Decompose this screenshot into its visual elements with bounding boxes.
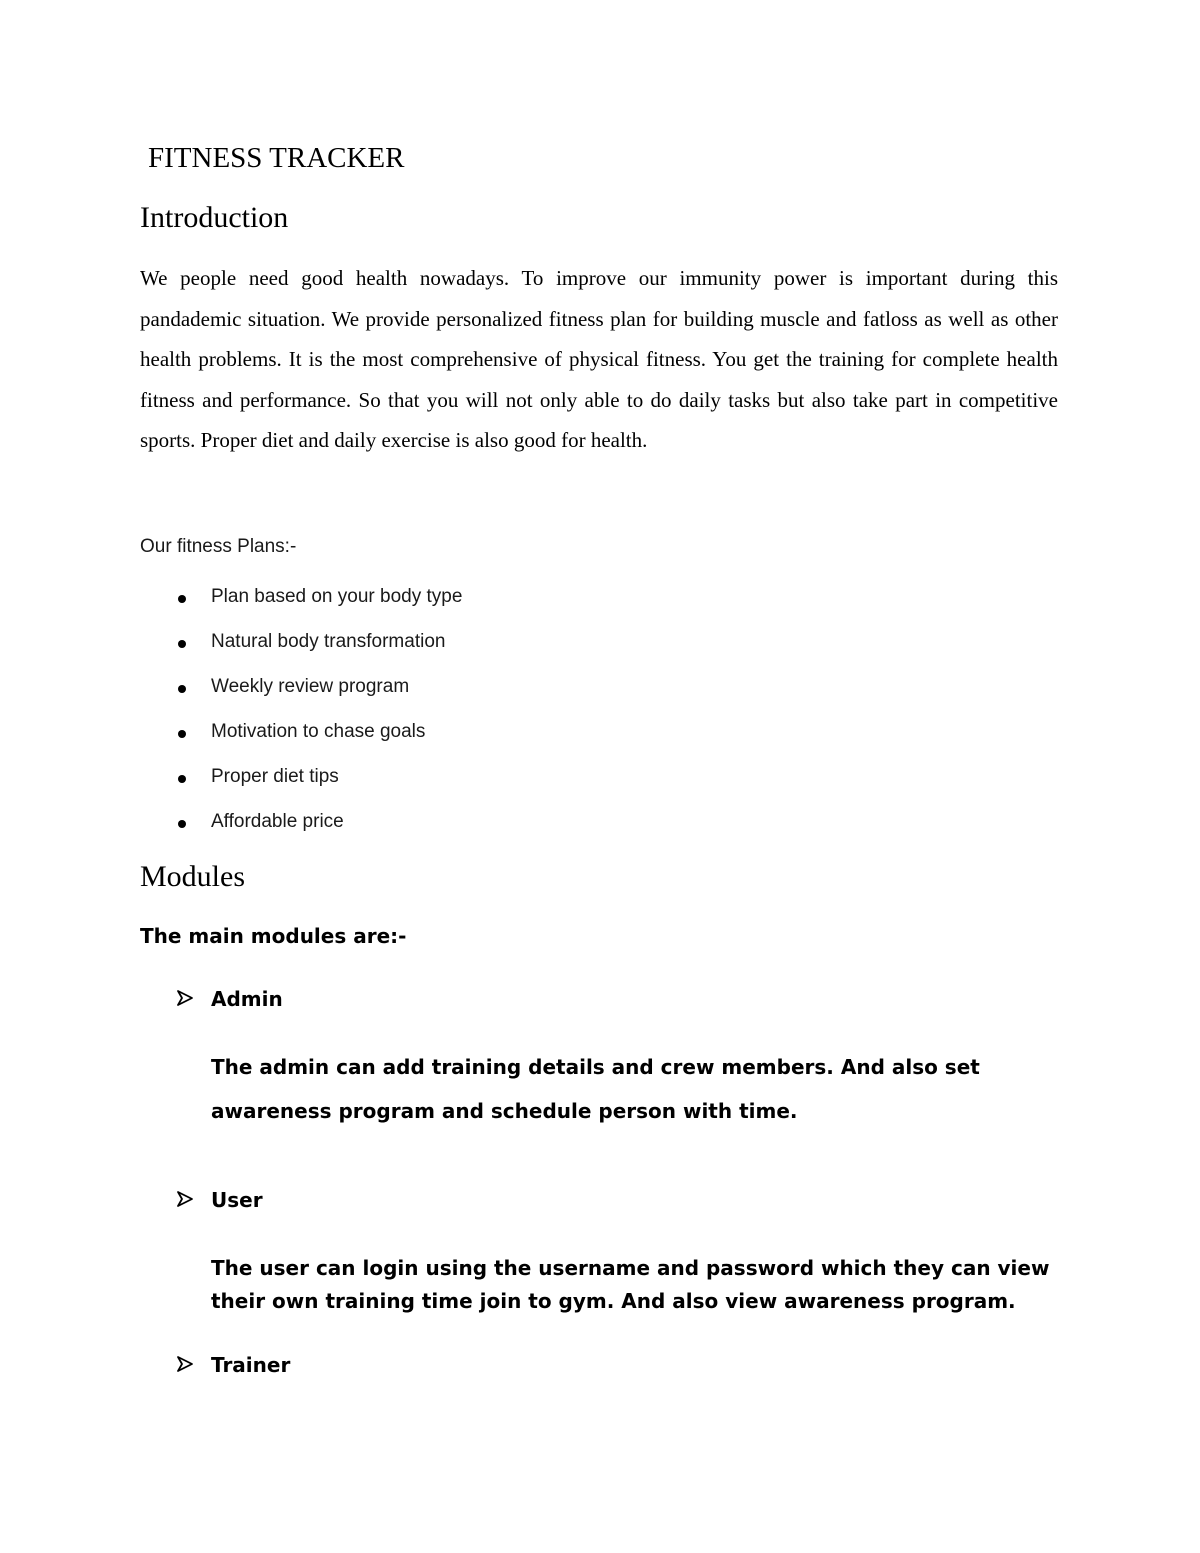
- modules-heading: Modules: [140, 860, 245, 893]
- plan-item-text: Affordable price: [211, 811, 344, 832]
- bullet-icon: [178, 685, 186, 693]
- arrow-bullet-icon: [176, 1190, 194, 1208]
- bullet-icon: [178, 640, 186, 648]
- plan-item-text: Weekly review program: [211, 676, 410, 697]
- plan-item-text: Motivation to chase goals: [211, 721, 426, 742]
- plan-item-text: Natural body transformation: [211, 631, 446, 652]
- document-title: FITNESS TRACKER: [148, 142, 405, 174]
- module-user-description: The user can login using the username and password which they can view their own training time join to gym. And also view awareness program.: [211, 1256, 1050, 1313]
- plan-item-text: Plan based on your body type: [211, 586, 463, 607]
- bullet-icon: [178, 595, 186, 603]
- bullet-icon: [178, 775, 186, 783]
- modules-intro: The main modules are:-: [140, 924, 407, 948]
- module-name: Admin: [211, 987, 283, 1011]
- plan-item-text: Proper diet tips: [211, 766, 339, 787]
- plans-heading: Our fitness Plans:-: [140, 536, 297, 557]
- introduction-paragraph: We people need good health nowadays. To improve our immunity power is important during this pandademic situation. We provide personalized fitness plan for building muscle and fatloss as well as other health problems. It is the most comprehensive of physical fitness. You get the training for complete health fitness and performance. So that you will not only able to do daily tasks but also take part in competitive sports. Proper diet and daily exercise is also good for health.: [140, 266, 1058, 453]
- introduction-heading: Introduction: [140, 201, 289, 234]
- module-name: User: [211, 1188, 263, 1212]
- bullet-icon: [178, 730, 186, 738]
- arrow-bullet-icon: [176, 1355, 194, 1373]
- bullet-icon: [178, 820, 186, 828]
- module-admin-description: The admin can add training details and crew members. And also set awareness program and schedule person with time.: [211, 1055, 980, 1123]
- arrow-bullet-icon: [176, 989, 194, 1007]
- module-name: Trainer: [211, 1353, 291, 1377]
